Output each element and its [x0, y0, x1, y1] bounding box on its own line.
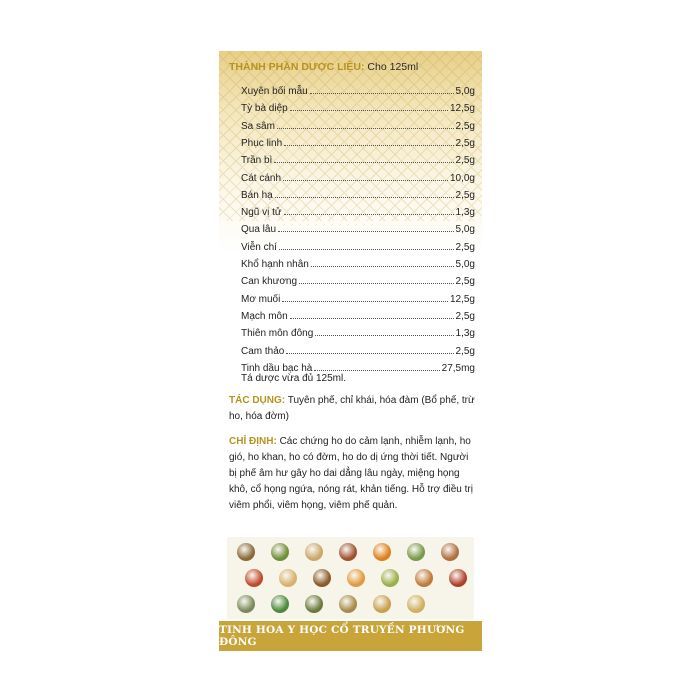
- dot-leader: [299, 283, 453, 284]
- ingredient-amount: 12,5g: [449, 293, 475, 305]
- herb-icon: [279, 569, 297, 587]
- herb-icon: [449, 569, 467, 587]
- dot-leader: [279, 249, 454, 250]
- ingredient-row: [241, 305, 475, 322]
- dot-leader: [286, 353, 453, 354]
- ingredient-amount: 5,0g: [455, 259, 475, 270]
- ingredient-name: Viễn chí: [241, 241, 277, 253]
- ingredient-name: Khổ hạnh nhân: [241, 259, 309, 270]
- dot-leader: [277, 128, 454, 129]
- dot-leader: [283, 180, 448, 181]
- ingredient-amount: 2,5g: [455, 189, 475, 201]
- ingredient-name: Cát cánh: [241, 172, 282, 184]
- dot-leader: [274, 162, 453, 163]
- ingredient-row: [241, 80, 475, 97]
- herb-icon: [339, 595, 357, 613]
- ingredient-amount: 2,5g: [455, 345, 475, 357]
- ingredient-name: Sa sâm: [241, 120, 275, 132]
- ingredient-row: [241, 132, 475, 149]
- dot-leader: [284, 214, 454, 215]
- herb-icon: [305, 595, 323, 613]
- dot-leader: [282, 301, 448, 302]
- herb-icon: [237, 595, 255, 613]
- ingredient-name: Xuyên bối mẫu: [241, 86, 308, 97]
- ingredient-name: Bán hạ: [241, 189, 273, 201]
- ingredient-name: Can khương: [241, 276, 298, 288]
- ingredient-row: [241, 115, 475, 132]
- herb-icon: [407, 595, 425, 613]
- herb-icon: [441, 543, 459, 561]
- ingredient-name: Phục linh: [241, 137, 283, 149]
- ingredient-amount: 12,5g: [449, 103, 475, 115]
- herb-icon: [305, 543, 323, 561]
- ingredient-row: [241, 218, 475, 235]
- ingredient-row: [241, 357, 475, 374]
- herb-icon: [415, 569, 433, 587]
- herb-illustrations: [227, 537, 474, 619]
- ingredient-amount: 2,5g: [455, 120, 475, 132]
- ingredient-row: [241, 149, 475, 166]
- dot-leader: [284, 145, 453, 146]
- ingredient-name: Ngũ vị tử: [241, 207, 282, 219]
- ingredient-amount: 1,3g: [455, 328, 475, 340]
- excipient-line: Tá dược vừa đủ 125ml.: [241, 373, 346, 384]
- footer-banner: [219, 621, 482, 651]
- ingredient-name: Tỳ bà diệp: [241, 103, 288, 115]
- ingredients-title: THÀNH PHẦN DƯỢC LIỆU:: [229, 61, 365, 73]
- herb-icon: [407, 543, 425, 561]
- ingredients-heading: [229, 61, 418, 73]
- ingredient-row: [241, 270, 475, 287]
- herb-icon: [271, 595, 289, 613]
- footer-slogan: TINH HOA Y HỌC CỔ TRUYỀN PHƯƠNG ĐÔNG: [219, 624, 465, 648]
- chi-dinh-section: [229, 434, 475, 514]
- ingredient-amount: 2,5g: [455, 137, 475, 149]
- ingredient-amount: 5,0g: [455, 224, 475, 236]
- ingredient-name: Tinh dầu bạc hà: [241, 362, 313, 374]
- ingredient-amount: 1,3g: [455, 207, 475, 219]
- dot-leader: [290, 110, 448, 111]
- ingredients-volume-note: Cho 125ml: [367, 61, 419, 73]
- herb-icon: [245, 569, 263, 587]
- ingredient-name: Qua lâu: [241, 224, 277, 236]
- ingredient-name: Mơ muối: [241, 293, 281, 305]
- ingredient-amount: 5,0g: [455, 86, 475, 97]
- ingredient-amount: 2,5g: [455, 276, 475, 288]
- ingredient-row: [241, 97, 475, 114]
- herb-icon: [373, 595, 391, 613]
- ingredient-name: Thiên môn đông: [241, 328, 314, 340]
- ingredient-name: Mạch môn: [241, 310, 288, 322]
- dot-leader: [275, 197, 454, 198]
- dot-leader: [278, 231, 454, 232]
- herb-icon: [347, 569, 365, 587]
- ingredient-row: [241, 236, 475, 253]
- ingredient-name: Trần bì: [241, 155, 273, 167]
- herb-icon: [373, 543, 391, 561]
- ingredient-amount: 2,5g: [455, 310, 475, 322]
- ingredient-name: Cam thảo: [241, 345, 285, 357]
- herb-icon: [339, 543, 357, 561]
- ingredient-amount: 2,5g: [455, 241, 475, 253]
- herb-icon: [237, 543, 255, 561]
- ingredient-row: [241, 340, 475, 357]
- dot-leader: [314, 370, 439, 371]
- dot-leader: [315, 335, 453, 336]
- tac-dung-text: Tuyên phế, chỉ khái, hóa đàm (Bổ phế, trừ ho, hóa đờm): [229, 395, 475, 422]
- ingredient-row: [241, 253, 475, 270]
- ingredient-row: [241, 167, 475, 184]
- herb-icon: [313, 569, 331, 587]
- product-label-panel: [219, 51, 482, 651]
- ingredient-amount: 10,0g: [449, 172, 475, 184]
- ingredient-amount: 2,5g: [455, 155, 475, 167]
- herb-icon: [381, 569, 399, 587]
- dot-leader: [310, 93, 454, 94]
- herb-icon: [271, 543, 289, 561]
- tac-dung-heading: TÁC DỤNG:: [229, 395, 286, 406]
- ingredient-row: [241, 322, 475, 339]
- dot-leader: [311, 266, 454, 267]
- dot-leader: [290, 318, 454, 319]
- ingredient-row: [241, 184, 475, 201]
- ingredient-row: [241, 201, 475, 218]
- ingredient-row: [241, 288, 475, 305]
- chi-dinh-heading: CHỈ ĐỊNH:: [229, 436, 277, 447]
- ingredient-amount: 27,5mg: [441, 362, 475, 374]
- chi-dinh-text: Các chứng ho do cảm lạnh, nhiễm lạnh, ho gió, ho khan, ho có đờm, ho do dị ứng thời tiết. Người bị phế âm hư gây ho dai dẳng lâu ngày, miệng họng khô, cổ họng ngứa, nóng rát, khản tiếng. Hỗ trợ điều trị viêm phổi, viêm họng, viêm phế quản.: [229, 436, 473, 511]
- tac-dung-section: [229, 393, 475, 425]
